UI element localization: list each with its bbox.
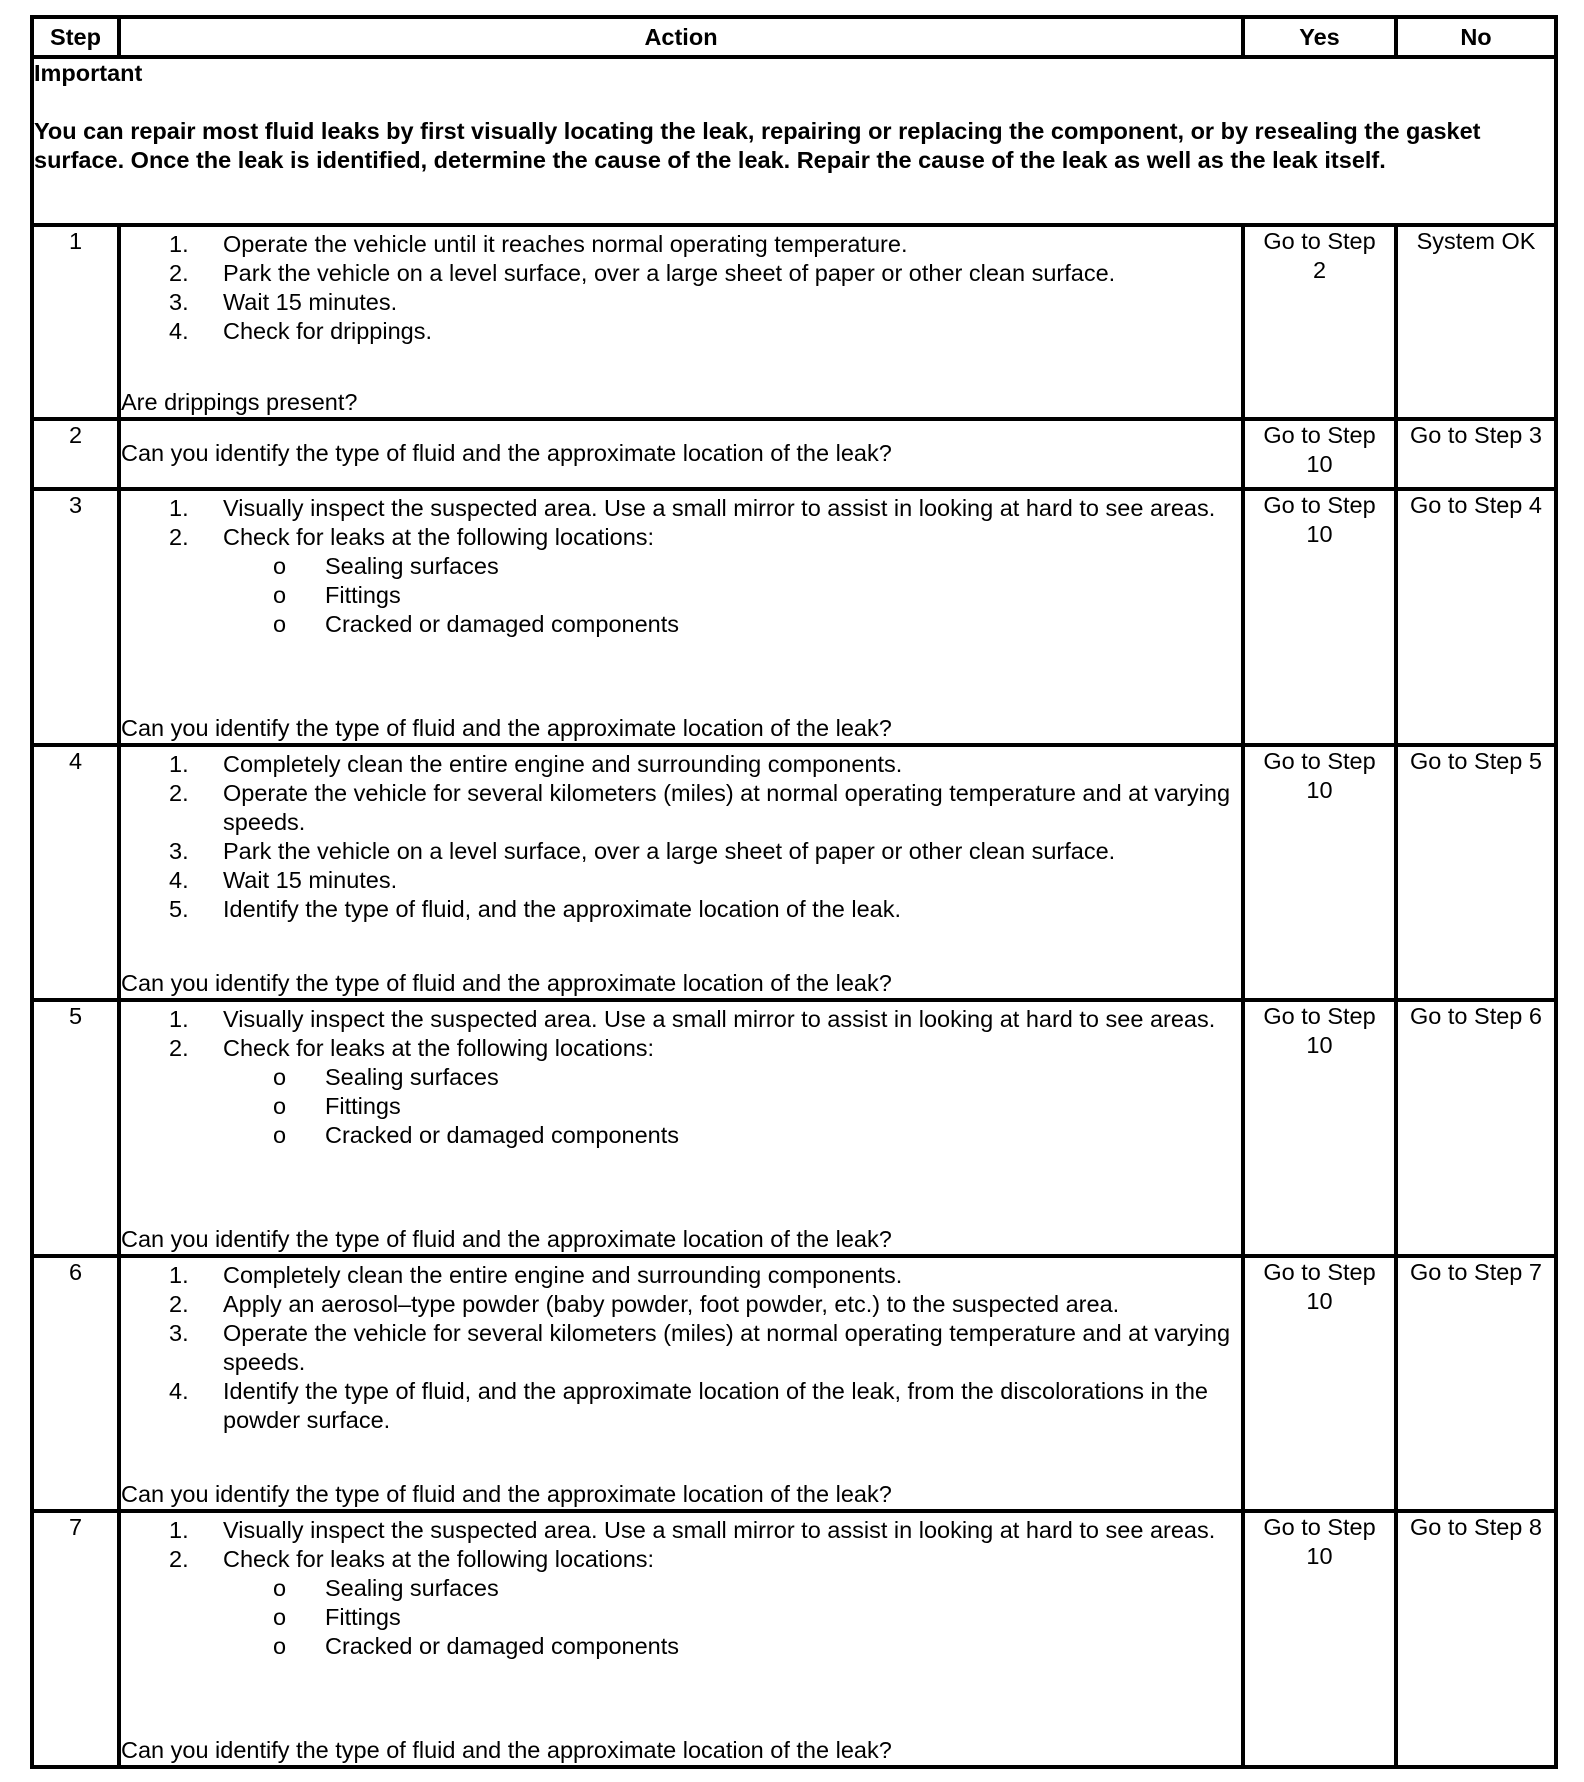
location-item [223, 581, 1241, 610]
action-cell [119, 1256, 1243, 1512]
step-item-text: Identify the type of fluid, and the approximate location of the leak, from the discolorations in the powder surface. [223, 1377, 1208, 1433]
step-number: 6 [32, 1256, 119, 1512]
bullet-icon: o [273, 553, 287, 580]
step-item-text: Check for leaks at the following locations: [223, 1035, 655, 1062]
action-step [121, 494, 1241, 523]
step-question: Can you identify the type of fluid and the approximate location of the leak? [121, 440, 892, 467]
no-cell [1396, 1511, 1556, 1767]
table-row [32, 489, 1556, 745]
action-step [121, 779, 1241, 837]
yes-result-line1: Go to Step [1263, 421, 1376, 448]
important-text: You can repair most fluid leaks by first visually locating the leak, repairing or replacing the component, or by resealing the gasket surface. Once the leak is identified, determine the cause of the leak. Repair the cause of the leak as well as the leak itself. [34, 118, 1481, 174]
table-row [32, 419, 1556, 489]
step-item-number: 2. [169, 524, 189, 551]
step-item-number: 1. [169, 231, 189, 258]
action-step [121, 1377, 1241, 1435]
yes-result-line1: Go to Step [1263, 1003, 1376, 1030]
bullet-icon: o [273, 1093, 287, 1120]
step-item-number: 3. [169, 289, 189, 316]
action-cell [119, 745, 1243, 1001]
bullet-icon: o [273, 1122, 287, 1149]
yes-result-line2: 10 [1306, 1543, 1333, 1570]
step-item-number: 4. [169, 1377, 189, 1404]
action-cell [119, 225, 1243, 418]
yes-cell [1243, 1511, 1396, 1767]
step-item-text: Wait 15 minutes. [223, 289, 398, 316]
location-item [223, 1632, 1241, 1661]
action-step [121, 1545, 1241, 1661]
step-item-number: 2. [169, 260, 189, 287]
action-cell [119, 1511, 1243, 1767]
table-row [32, 225, 1556, 418]
table-row [32, 1511, 1556, 1767]
action-step [121, 1261, 1241, 1290]
step-question: Are drippings present? [121, 388, 358, 415]
step-item-text: Visually inspect the suspected area. Use a small mirror to assist in looking at hard to see areas. [223, 1517, 1216, 1544]
step-item-number: 5. [169, 895, 189, 922]
yes-result-line2: 10 [1306, 521, 1333, 548]
no-result: Go to Step 6 [1410, 1003, 1542, 1030]
action-steps [121, 1002, 1241, 1150]
step-number: 3 [32, 489, 119, 745]
step-item-text: Completely clean the entire engine and surrounding components. [223, 1261, 903, 1288]
action-step [121, 288, 1241, 317]
action-step [121, 1005, 1241, 1034]
yes-result-line2: 10 [1306, 776, 1333, 803]
action-step [121, 1319, 1241, 1377]
step-number: 1 [32, 225, 119, 418]
action-step [121, 1290, 1241, 1319]
action-step [121, 837, 1241, 866]
step-item-text: Check for drippings. [223, 318, 432, 345]
location-item [223, 552, 1241, 581]
no-result: Go to Step 3 [1410, 421, 1542, 448]
bullet-icon: o [273, 611, 287, 638]
table-header-row [32, 17, 1556, 57]
important-title: Important [34, 60, 143, 87]
action-steps [121, 1258, 1241, 1435]
step-item-text: Check for leaks at the following locations: [223, 524, 655, 551]
location-item [223, 1063, 1241, 1092]
step-item-text: Park the vehicle on a level surface, over a large sheet of paper or other clean surface. [223, 837, 1116, 864]
yes-result-line2: 10 [1306, 1032, 1333, 1059]
step-question: Can you identify the type of fluid and the approximate location of the leak? [121, 1225, 892, 1252]
step-question: Can you identify the type of fluid and the approximate location of the leak? [121, 714, 892, 741]
no-cell [1396, 419, 1556, 489]
table-row [32, 1000, 1556, 1256]
step-item-number: 1. [169, 750, 189, 777]
yes-result-line1: Go to Step [1263, 228, 1376, 255]
step-item-number: 2. [169, 1035, 189, 1062]
important-note [32, 57, 1556, 225]
no-cell [1396, 489, 1556, 745]
step-number: 7 [32, 1511, 119, 1767]
location-item [223, 610, 1241, 639]
action-cell [119, 1000, 1243, 1256]
yes-cell [1243, 419, 1396, 489]
no-cell [1396, 745, 1556, 1001]
yes-cell [1243, 489, 1396, 745]
table-row [32, 1256, 1556, 1512]
location-text: Cracked or damaged components [325, 1122, 680, 1149]
step-item-number: 2. [169, 1546, 189, 1573]
yes-result-line1: Go to Step [1263, 492, 1376, 519]
diagnostic-page [30, 15, 1554, 1769]
yes-result-line2: 10 [1306, 1287, 1333, 1314]
step-item-number: 2. [169, 779, 189, 806]
step-item-number: 2. [169, 1290, 189, 1317]
action-step [121, 750, 1241, 779]
location-text: Fittings [325, 582, 401, 609]
yes-result-line2: 2 [1312, 257, 1327, 284]
location-text: Cracked or damaged components [325, 611, 680, 638]
bullet-icon: o [273, 1604, 287, 1631]
action-cell [119, 419, 1243, 489]
bullet-icon: o [273, 582, 287, 609]
step-item-text: Park the vehicle on a level surface, over a large sheet of paper or other clean surface. [223, 260, 1116, 287]
step-item-number: 1. [169, 1006, 189, 1033]
yes-result-line2: 10 [1306, 450, 1333, 477]
action-step [121, 259, 1241, 288]
action-steps [121, 227, 1241, 346]
step-number: 2 [32, 419, 119, 489]
step-question: Can you identify the type of fluid and the approximate location of the leak? [121, 1481, 892, 1508]
step-item-number: 3. [169, 1319, 189, 1346]
location-item [223, 1574, 1241, 1603]
location-list [223, 1574, 1241, 1661]
step-item-text: Apply an aerosol–type powder (baby powder, foot powder, etc.) to the suspected area. [223, 1290, 1120, 1317]
no-result: Go to Step 5 [1410, 747, 1542, 774]
yes-cell [1243, 1000, 1396, 1256]
location-item [223, 1121, 1241, 1150]
step-item-text: Visually inspect the suspected area. Use a small mirror to assist in looking at hard to see areas. [223, 495, 1216, 522]
step-item-text: Operate the vehicle until it reaches normal operating temperature. [223, 231, 908, 258]
step-item-number: 4. [169, 318, 189, 345]
location-text: Sealing surfaces [325, 553, 499, 580]
bullet-icon: o [273, 1633, 287, 1660]
location-text: Cracked or damaged components [325, 1633, 680, 1660]
no-result: Go to Step 7 [1410, 1258, 1542, 1285]
action-step [121, 317, 1241, 346]
location-text: Fittings [325, 1093, 401, 1120]
action-cell [119, 489, 1243, 745]
action-steps [121, 491, 1241, 639]
important-row [32, 57, 1556, 225]
no-result: System OK [1416, 228, 1536, 255]
step-item-number: 3. [169, 837, 189, 864]
step-item-text: Operate the vehicle for several kilometers (miles) at normal operating temperature and at varying speeds. [223, 1319, 1231, 1375]
header-yes: Yes [1243, 17, 1396, 57]
yes-result-line1: Go to Step [1263, 1258, 1376, 1285]
step-item-number: 1. [169, 1517, 189, 1544]
step-item-number: 1. [169, 1261, 189, 1288]
step-number: 4 [32, 745, 119, 1001]
action-step [121, 895, 1241, 924]
action-step [121, 230, 1241, 259]
bullet-icon: o [273, 1064, 287, 1091]
action-step [121, 523, 1241, 639]
diagnostic-table [30, 15, 1558, 1769]
step-item-text: Wait 15 minutes. [223, 866, 398, 893]
action-steps [121, 1513, 1241, 1661]
table-row [32, 745, 1556, 1001]
yes-cell [1243, 225, 1396, 418]
location-item [223, 1092, 1241, 1121]
step-item-text: Check for leaks at the following locations: [223, 1546, 655, 1573]
step-question: Can you identify the type of fluid and the approximate location of the leak? [121, 1737, 892, 1763]
action-step [121, 1516, 1241, 1545]
step-item-text: Operate the vehicle for several kilometers (miles) at normal operating temperature and at varying speeds. [223, 779, 1231, 835]
step-item-number: 1. [169, 495, 189, 522]
location-text: Fittings [325, 1604, 401, 1631]
yes-result-line1: Go to Step [1263, 1514, 1376, 1541]
action-step [121, 866, 1241, 895]
action-step [121, 1034, 1241, 1150]
header-no: No [1396, 17, 1556, 57]
header-step: Step [32, 17, 119, 57]
location-list [223, 1063, 1241, 1150]
location-item [223, 1603, 1241, 1632]
step-item-text: Identify the type of fluid, and the approximate location of the leak. [223, 895, 902, 922]
no-cell [1396, 1000, 1556, 1256]
no-result: Go to Step 4 [1410, 492, 1542, 519]
step-number: 5 [32, 1000, 119, 1256]
step-item-text: Completely clean the entire engine and surrounding components. [223, 750, 903, 777]
yes-cell [1243, 1256, 1396, 1512]
no-cell [1396, 1256, 1556, 1512]
step-item-number: 4. [169, 866, 189, 893]
location-list [223, 552, 1241, 639]
action-steps [121, 747, 1241, 924]
yes-result-line1: Go to Step [1263, 747, 1376, 774]
location-text: Sealing surfaces [325, 1064, 499, 1091]
header-action: Action [119, 17, 1243, 57]
bullet-icon: o [273, 1575, 287, 1602]
step-item-text: Visually inspect the suspected area. Use a small mirror to assist in looking at hard to see areas. [223, 1006, 1216, 1033]
step-question: Can you identify the type of fluid and the approximate location of the leak? [121, 970, 892, 997]
yes-cell [1243, 745, 1396, 1001]
no-cell [1396, 225, 1556, 418]
location-text: Sealing surfaces [325, 1575, 499, 1602]
no-result: Go to Step 8 [1410, 1514, 1542, 1541]
